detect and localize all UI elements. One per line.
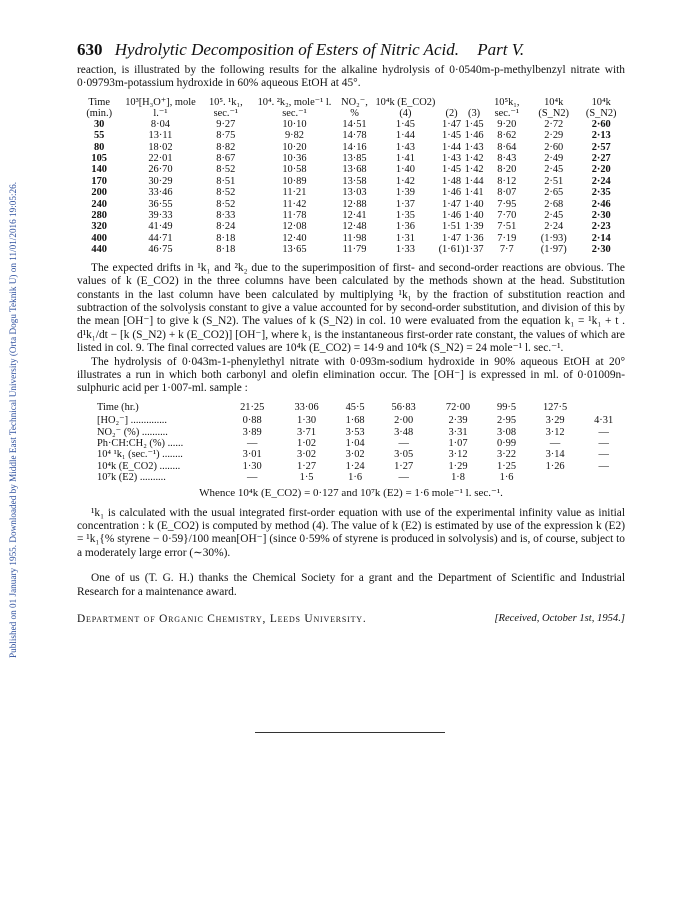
table-cell: 9·20 xyxy=(497,118,517,130)
table-cell: — xyxy=(598,426,609,438)
table-cell: 7·95 xyxy=(497,198,517,210)
table-cell xyxy=(582,402,625,415)
table-cell: 1·36 xyxy=(464,232,484,244)
table-cell: 11·42 xyxy=(282,198,307,210)
table-cell: 200 xyxy=(91,187,107,199)
table-cell: 1·39 xyxy=(395,187,415,199)
running-title: Hydrolytic Decomposition of Esters of Nitric Acid. xyxy=(114,40,459,59)
table-cell: 2·45 xyxy=(544,164,564,176)
table-cell: 2·24 xyxy=(544,221,564,233)
table-cell: 2·29 xyxy=(544,130,564,142)
table-cell: 8·24 xyxy=(216,221,236,233)
table1-header-cell: 10³[H₃O⁺], mole l.⁻¹ xyxy=(125,96,196,119)
table-cell: 0·88 xyxy=(242,415,262,427)
table-cell: 105 xyxy=(91,153,107,165)
table-cell: 8·20 xyxy=(497,164,517,176)
table-cell: 1·07 xyxy=(448,437,468,449)
table-cell: 8·67 xyxy=(216,153,236,165)
table-cell: 30·29 xyxy=(148,175,173,187)
table-cell: 1·5 xyxy=(299,472,314,484)
part-label: Part V. xyxy=(477,40,525,59)
table-cell: 1·45 xyxy=(442,164,462,176)
acknowledgement-paragraph: One of us (T. G. H.) thanks the Chemical Society for a grant and the Department of Scientific and Industrial Research for a maintenance award. xyxy=(77,572,625,598)
running-header xyxy=(77,40,625,60)
received-date: [Received, October 1st, 1954.] xyxy=(494,613,625,625)
table-cell: 13·65 xyxy=(282,244,307,256)
table-cell: 41·49 xyxy=(148,221,173,233)
intro-paragraph: reaction, is illustrated by the following results for the alkaline hydrolysis of 0·0540m-p-methylbenzyl nitrate with 0·09793m-potassium hydroxide in 60% aqueous EtOH at 45°. xyxy=(77,64,625,90)
table-cell: 2·51 xyxy=(544,175,564,187)
table-cell: 2·23 xyxy=(591,221,611,233)
table-cell: 8·64 xyxy=(497,141,517,153)
table-row xyxy=(77,461,625,472)
table-cell: 1·35 xyxy=(395,210,415,222)
table-cell: 22·01 xyxy=(148,153,173,165)
table-cell: 1·29 xyxy=(448,460,468,472)
table-cell: 56·83 xyxy=(391,401,416,413)
table-cell: 3·05 xyxy=(394,449,414,461)
table-cell: 240 xyxy=(91,198,107,210)
row-label: 10⁴ ¹k₁ (sec.⁻¹) ........ xyxy=(97,449,183,461)
table-cell: 44·71 xyxy=(148,232,173,244)
table-cell: 13·85 xyxy=(342,153,367,165)
table-cell: 400 xyxy=(91,232,107,244)
table-cell: 1·43 xyxy=(395,141,415,153)
table-cell: — xyxy=(598,449,609,461)
table-cell xyxy=(528,472,582,483)
table-cell: 1·36 xyxy=(395,221,415,233)
table-cell: 2·72 xyxy=(544,118,564,130)
table-cell: 1·25 xyxy=(497,460,517,472)
table-cell: 1·37 xyxy=(395,198,415,210)
department-name: Department of Organic Chemistry, Leeds University. xyxy=(77,613,367,626)
table-cell: 8·51 xyxy=(216,175,236,187)
table-cell: 80 xyxy=(93,141,105,153)
table-cell: — xyxy=(246,472,258,484)
table-cell: 0·99 xyxy=(497,437,517,449)
table1-header-cell: 10⁴. ²k₂, mole⁻¹ l. sec.⁻¹ xyxy=(257,96,332,119)
table-cell: 2·46 xyxy=(591,198,611,210)
table-cell: 1·24 xyxy=(345,460,365,472)
table-cell xyxy=(582,472,625,483)
table-cell: 10·20 xyxy=(282,141,307,153)
table-cell: 8·82 xyxy=(216,141,236,153)
table-cell: 3·71 xyxy=(297,426,317,438)
table-cell: 10·89 xyxy=(282,175,307,187)
table-row xyxy=(77,244,625,255)
whence-line: Whence 10⁴k (E_CO2) = 0·127 and 10⁷k (E2) = 1·6 mole⁻¹ l. sec.⁻¹. xyxy=(199,486,503,499)
table-cell: 2·13 xyxy=(591,130,611,142)
table-cell: 3·02 xyxy=(345,449,365,461)
table-cell: 9·82 xyxy=(284,130,304,142)
table-row xyxy=(77,402,625,415)
table-cell: 1·6 xyxy=(348,472,363,484)
table-cell: 2·14 xyxy=(591,232,611,244)
table-cell: 8·07 xyxy=(497,187,517,199)
table-cell: 2·60 xyxy=(591,118,611,130)
table-row xyxy=(77,153,625,164)
table-row xyxy=(77,210,625,221)
table-row xyxy=(77,472,625,483)
table-row xyxy=(77,449,625,460)
table-cell: (1·97) xyxy=(540,244,567,256)
table1-body xyxy=(77,119,625,256)
table-cell: 1·45 xyxy=(395,118,415,130)
table1-header-cell: 10⁴k (S_N2) xyxy=(538,96,570,119)
table-cell: 3·12 xyxy=(448,449,468,461)
publication-sidebar xyxy=(6,140,20,700)
table-cell: 1·39 xyxy=(464,221,484,233)
table-cell: 3·14 xyxy=(545,449,565,461)
table-cell: 8·43 xyxy=(497,153,517,165)
table-cell: 14·78 xyxy=(342,130,367,142)
table-row xyxy=(77,164,625,175)
table-cell: 3·22 xyxy=(497,449,517,461)
table-cell: 11·98 xyxy=(342,232,367,244)
table-cell: 3·02 xyxy=(297,449,317,461)
table-cell: 8·04 xyxy=(150,118,170,130)
table-cell: 2·27 xyxy=(591,153,611,165)
table-cell: 1·8 xyxy=(451,472,465,484)
table-cell: 7·7 xyxy=(499,244,514,256)
table-cell: 72·00 xyxy=(445,401,471,413)
table-cell: 2·35 xyxy=(591,187,611,199)
table-row xyxy=(77,119,625,130)
row-label: Ph·CH:CH₂ (%) ...... xyxy=(97,437,184,449)
table-cell: 3·31 xyxy=(448,426,468,438)
table-cell: 3·01 xyxy=(242,449,262,461)
table-cell: 280 xyxy=(91,210,107,222)
table-cell: 8·62 xyxy=(497,130,517,142)
table-cell: 3·89 xyxy=(242,426,262,438)
table-cell: 99·5 xyxy=(497,401,517,413)
table-cell: 36·55 xyxy=(148,198,173,210)
kinetics-table-1 xyxy=(77,97,625,256)
table-cell: 10·36 xyxy=(282,153,307,165)
table-cell: 8·52 xyxy=(216,187,236,199)
table-cell: 8·12 xyxy=(497,175,517,187)
table-row xyxy=(77,427,625,438)
table-cell: 30 xyxy=(93,118,105,130)
table-cell: (1·61) xyxy=(438,244,465,256)
table-cell: 4·31 xyxy=(594,415,614,427)
table1-header-cell: (2) xyxy=(445,107,458,119)
table-cell: — xyxy=(598,460,609,472)
table-cell: 2·49 xyxy=(544,153,564,165)
table-cell: 140 xyxy=(91,164,107,176)
table-cell: 13·03 xyxy=(342,187,367,199)
table-cell: 11·78 xyxy=(282,210,307,222)
table-cell: 320 xyxy=(91,221,107,233)
publication-notice: Published on 01 January 1955. Downloaded by Middle East Technical University (Orta Dogu Teknik U) on 11/01/2016 19:05:26. xyxy=(8,182,18,658)
table1-header-row xyxy=(77,97,625,119)
table-cell: 39·33 xyxy=(148,210,173,222)
table-cell: 1·45 xyxy=(442,130,462,142)
table-cell: 18·02 xyxy=(148,141,173,153)
table-cell: 1·46 xyxy=(442,210,462,222)
table1-header-cell: 10⁴k (S_N2) xyxy=(585,96,617,119)
table-cell: — xyxy=(549,437,561,449)
table-cell: 10·58 xyxy=(282,164,307,176)
table-cell: 2·20 xyxy=(591,164,611,176)
table-cell: 26·70 xyxy=(148,164,173,176)
table1-header-cell: Time (min.) xyxy=(86,96,113,119)
table-cell: 10·10 xyxy=(282,118,307,130)
table-cell: 1·44 xyxy=(464,175,484,187)
table-cell: 2·30 xyxy=(591,210,611,222)
page-number: 630 xyxy=(77,40,103,59)
table1-header-cell: 10⁵. ¹k₁, sec.⁻¹ xyxy=(208,96,243,119)
table-cell: 1·41 xyxy=(464,187,484,199)
table-cell: 1·42 xyxy=(395,175,415,187)
affiliation-line xyxy=(77,613,625,625)
table-cell: 1·40 xyxy=(464,198,484,210)
table-cell: 14·16 xyxy=(342,141,367,153)
discussion-paragraph-3: ¹k₁ is calculated with the usual integrated first-order equation with use of the experimental infinity value as initial concentration : k (E_CO2) is computed by method (4). The value of k (E2) is estimated by use of the expression k (E2) = ¹k₁{% styrene − 0·59}/100 mean[OH⁻] (since 0·59% of styrene is produced in solvolysis) and is, of course, subject to a moderately large error (∼30%). xyxy=(77,506,625,559)
table-cell: 1·43 xyxy=(464,141,484,153)
table-cell: 7·19 xyxy=(497,232,517,244)
table-cell: 1·30 xyxy=(297,415,317,427)
table-cell: 8·52 xyxy=(216,164,236,176)
table-cell: 1·46 xyxy=(442,187,462,199)
row-label: 10⁷k (E2) .......... xyxy=(97,472,166,484)
table-cell: 1·42 xyxy=(464,153,484,165)
table-cell: — xyxy=(246,437,258,449)
table-cell: 1·44 xyxy=(395,130,415,142)
table-cell: 7·51 xyxy=(497,221,517,233)
table2-body xyxy=(77,402,625,484)
table-cell: 1·31 xyxy=(395,232,415,244)
table-cell: 1·04 xyxy=(345,437,365,449)
table-cell: 12·88 xyxy=(342,198,367,210)
table-cell: 1·6 xyxy=(499,472,514,484)
table-cell: 1·30 xyxy=(242,460,262,472)
table-row xyxy=(77,176,625,187)
table-cell: (1·93) xyxy=(540,232,567,244)
table-cell: 12·08 xyxy=(282,221,307,233)
table-row xyxy=(77,233,625,244)
row-label: Time (hr.) xyxy=(97,401,139,413)
table-cell: 1·47 xyxy=(442,198,462,210)
discussion-paragraph-1: The expected drifts in ¹k₁ and ²k₂ due to the superimposition of first- and second-order reactions are obvious. The values of k (E_CO2) in the three columns have been calculated by the methods shown at the head. Substitution constants in the last column have been calculated by multiplying ¹k₁ by the fraction of substitution reaction and subtraction of the solvolysis constant to give a value accounted for by second-order substitution, and division of this by the mean [OH⁻] to give k (S_N2). The values of k (S_N2) in col. 10 were evaluated from the equation k₁ = ¹k₁ + t . d¹k₁/dt − [k (S_N2) + k (E_CO2)] [OH⁻], where k₁ is the instantaneous first-order rate constant, the values of which are listed in col. 9. The final corrected values are 10⁴k (E_CO2) = 14·9 and 10⁴k (S_N2) = 24 mole⁻¹ l. sec.⁻¹. xyxy=(77,261,625,355)
table-cell: 55 xyxy=(93,130,105,142)
table-row xyxy=(77,415,625,426)
table1-header-cell: NO₂⁻, % xyxy=(341,96,368,119)
table-cell: 12·40 xyxy=(282,232,307,244)
table-cell: 45·5 xyxy=(345,401,365,413)
row-label: NO₂⁻ (%) .......... xyxy=(97,426,168,438)
table-cell: 2·30 xyxy=(591,244,611,256)
table-cell: 3·12 xyxy=(545,426,565,438)
table-cell: 46·75 xyxy=(148,244,173,256)
table-cell: 2·45 xyxy=(544,210,564,222)
table-cell: 1·33 xyxy=(395,244,415,256)
table1-header-cell: (3) xyxy=(468,107,481,119)
table-cell: 170 xyxy=(91,175,107,187)
table-cell: 8·75 xyxy=(216,130,236,142)
table-cell: 2·60 xyxy=(544,141,564,153)
table-cell: 2·24 xyxy=(591,175,611,187)
table-cell: 1·42 xyxy=(464,164,484,176)
table-cell: 1·45 xyxy=(464,118,484,130)
table-cell: 13·68 xyxy=(342,164,367,176)
table-cell: 127·5 xyxy=(542,401,568,413)
table-cell: 1·41 xyxy=(395,153,415,165)
table-cell: 1·68 xyxy=(345,415,365,427)
table-cell: — xyxy=(398,472,409,484)
table-cell: 13·11 xyxy=(148,130,173,142)
table-cell: 1·27 xyxy=(394,460,414,472)
table-cell: 2·00 xyxy=(394,415,414,427)
table-row xyxy=(77,130,625,141)
table-row xyxy=(77,438,625,449)
table-cell: 1·46 xyxy=(464,130,484,142)
table-cell: 3·08 xyxy=(497,426,517,438)
table-cell: 13·58 xyxy=(342,175,367,187)
table-row xyxy=(77,199,625,210)
table-cell: 1·47 xyxy=(442,118,462,130)
table-cell: 1·47 xyxy=(442,232,462,244)
table-cell: 1·27 xyxy=(297,460,317,472)
table-cell: 1·40 xyxy=(464,210,484,222)
table-cell: 9·27 xyxy=(216,118,236,130)
table-cell: 12·48 xyxy=(342,221,367,233)
table-cell: 1·48 xyxy=(442,175,462,187)
end-rule xyxy=(255,732,445,733)
kinetics-table-2 xyxy=(77,402,625,484)
table-cell: 11·21 xyxy=(282,187,307,199)
table-cell: 3·48 xyxy=(394,426,414,438)
table-row xyxy=(77,187,625,198)
discussion-paragraph-2: The hydrolysis of 0·043m-1-phenylethyl nitrate with 0·093m-sodium hydroxide in 90% aqueous EtOH at 20° illustrates a run in which both carbonyl and olefin elimination occur. The [OH⁻] is expressed in ml. of 0·01009n-sulphuric acid per 1·007-ml. sample : xyxy=(77,355,625,395)
table-cell: 21·25 xyxy=(240,401,265,413)
table-cell: 8·18 xyxy=(216,232,236,244)
paper-page xyxy=(77,40,625,625)
row-label: [HO₂⁻] .............. xyxy=(97,415,167,427)
table-cell: 440 xyxy=(91,244,107,256)
table-cell: 33·46 xyxy=(148,187,173,199)
table-cell: 8·33 xyxy=(216,210,236,222)
table-cell: 1·40 xyxy=(395,164,415,176)
table-cell: 3·53 xyxy=(345,426,365,438)
table-cell: 2·57 xyxy=(591,141,611,153)
table-cell: 8·18 xyxy=(216,244,236,256)
table-row xyxy=(77,142,625,153)
table-cell: 2·65 xyxy=(544,187,564,199)
table-cell: 2·95 xyxy=(497,415,517,427)
table-cell: 14·51 xyxy=(342,118,367,130)
row-label: 10⁴k (E_CO2) ........ xyxy=(97,460,181,472)
table-cell: 1·44 xyxy=(442,141,462,153)
table-cell: 1·02 xyxy=(297,437,317,449)
table-cell: 8·52 xyxy=(216,198,236,210)
table-cell: 33·06 xyxy=(294,401,319,413)
table-cell: 11·79 xyxy=(342,244,367,256)
table-cell: 2·39 xyxy=(448,415,468,427)
table1-header-cell: 10⁵k₁, sec.⁻¹ xyxy=(494,96,520,119)
table-cell: 3·29 xyxy=(545,415,565,427)
table-cell: 1·26 xyxy=(545,460,565,472)
table-cell: 12·41 xyxy=(342,210,367,222)
table-cell: 7·70 xyxy=(497,210,517,222)
table-row xyxy=(77,221,625,232)
table-cell: 1·43 xyxy=(442,153,462,165)
table-cell: 2·68 xyxy=(544,198,564,210)
table-cell: — xyxy=(398,437,409,449)
table-cell: 1·51 xyxy=(442,221,462,233)
table-cell: 1·37 xyxy=(464,244,484,256)
table-cell: — xyxy=(598,437,609,449)
table1-header-cell: 10⁴k (E_CO2) (4) xyxy=(375,96,436,119)
